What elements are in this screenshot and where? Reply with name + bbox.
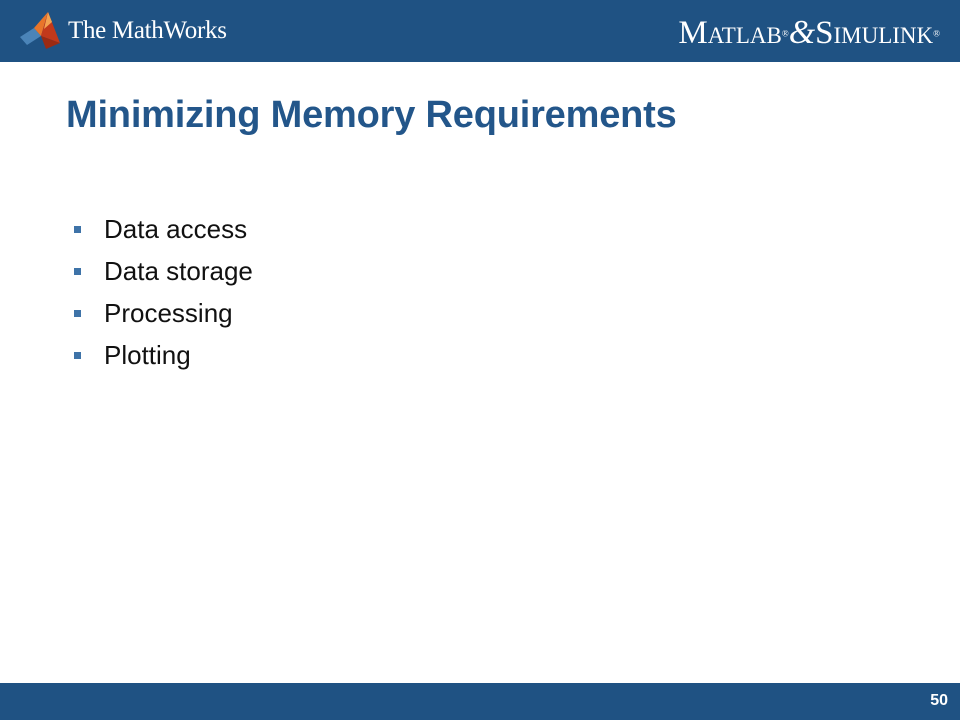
- matlab-membrane-icon: [18, 9, 64, 53]
- bullet-text: Data access: [104, 213, 248, 244]
- bullet-square-icon: [74, 226, 81, 233]
- logo-ampersand: &: [788, 14, 816, 51]
- bullet-item: [74, 292, 253, 334]
- company-logo: [18, 8, 227, 54]
- page-number: 50: [930, 692, 948, 709]
- logo-matlab-initial: M: [678, 15, 708, 51]
- bullet-text: Processing: [104, 297, 233, 328]
- footer-bar: [0, 683, 960, 720]
- slide-title: Minimizing Memory Requirements: [66, 94, 677, 136]
- logo-registered-mark: ®: [781, 28, 789, 39]
- bullet-item: [74, 334, 253, 376]
- bullet-square-icon: [74, 352, 81, 359]
- bullet-item: [74, 208, 253, 250]
- bullet-square-icon: [74, 268, 81, 275]
- bullet-square-icon: [74, 310, 81, 317]
- header-bar: [0, 0, 960, 62]
- bullet-text: Plotting: [104, 339, 191, 370]
- logo-simulink-initial: S: [815, 15, 834, 51]
- bullet-item: [74, 250, 253, 292]
- logo-matlab-rest: ATLAB: [707, 23, 782, 48]
- matlab-simulink-logo: [678, 14, 940, 52]
- company-name: The MathWorks: [68, 17, 227, 44]
- logo-simulink-rest: IMULINK: [833, 23, 934, 48]
- bullet-list: [74, 208, 253, 376]
- bullet-text: Data storage: [104, 255, 253, 286]
- logo-registered-mark: ®: [933, 28, 940, 39]
